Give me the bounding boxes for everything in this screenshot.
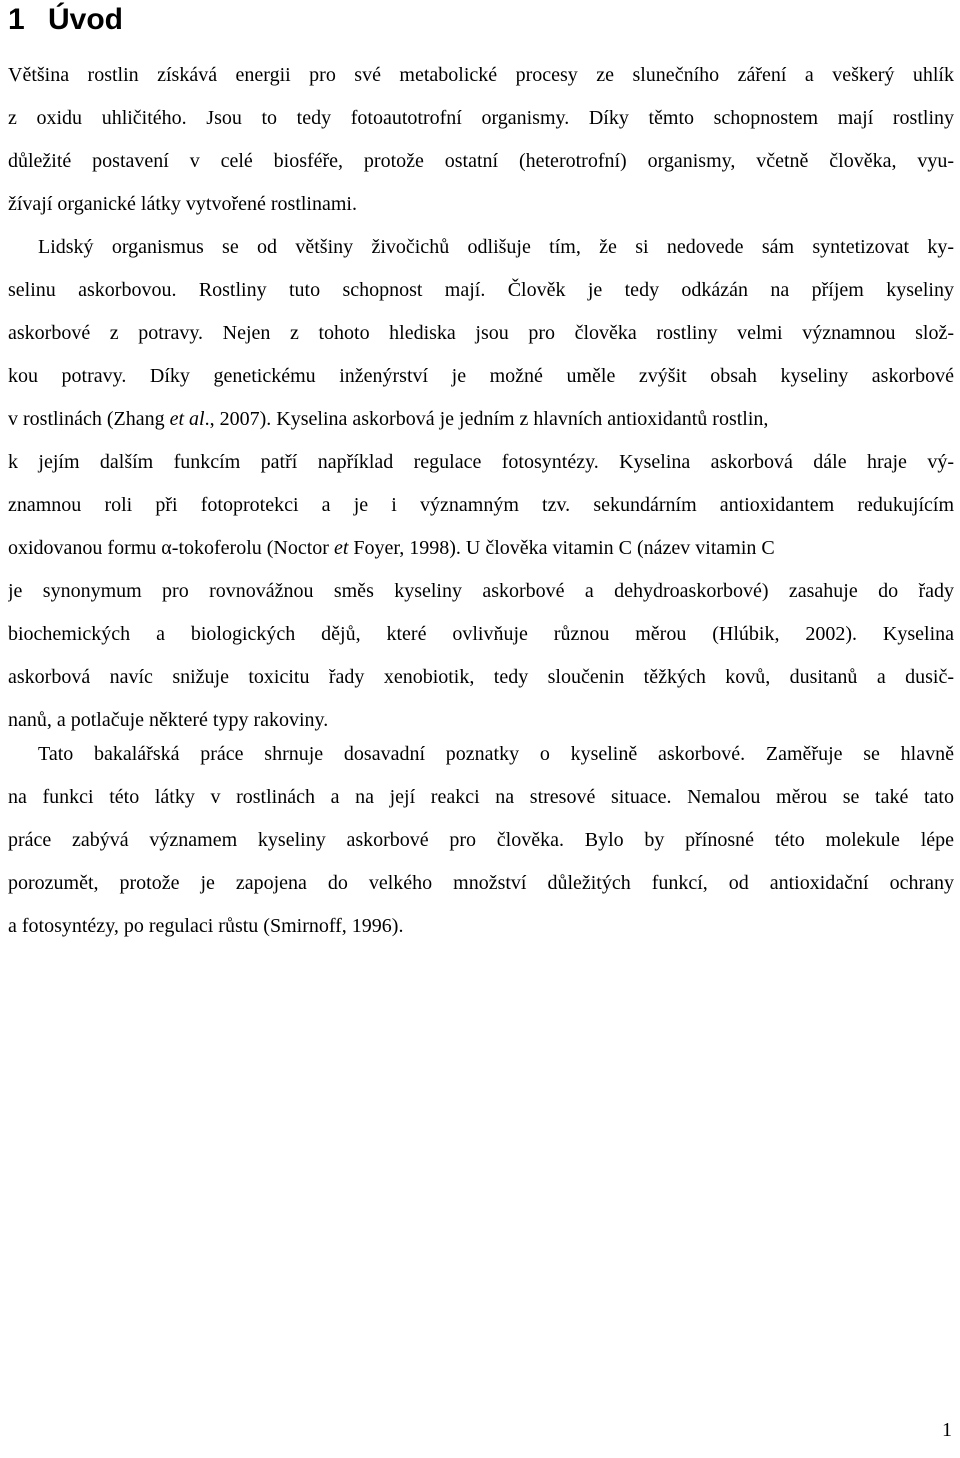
- document-page: [8, 0, 954, 1458]
- paragraph-ascorbic-acid: [8, 226, 954, 742]
- text-segment: Foyer, 1998). U člověka vitamin C (název vitamin C: [348, 537, 775, 559]
- text-line: [8, 527, 954, 570]
- text-segment: ., 2007). Kyselina askorbová je jedním z hlavních antioxidantů rostlin,: [204, 408, 769, 430]
- text-line: práce zabývá významem kyseliny askorbové pro člověka. Bylo by přínosné této molekule lépe: [8, 829, 954, 851]
- text-line: Lidský organismus se od většiny živočichů odlišuje tím, že si nedovede sám syntetizovat ky-: [38, 236, 954, 258]
- text-line: Tato bakalářská práce shrnuje dosavadní poznatky o kyselině askorbové. Zaměřuje se hlavně: [38, 743, 954, 765]
- text-line: je synonymum pro rovnovážnou směs kyseliny askorbové a dehydroaskorbové) zasahuje do řady: [8, 580, 954, 602]
- text-segment: oxidovanou formu α-tokoferolu (Noctor: [8, 537, 334, 559]
- text-line: biochemických a biologických dějů, které ovlivňuje různou měrou (Hlúbik, 2002). Kyselina: [8, 623, 954, 645]
- paragraph-intro: [8, 54, 954, 226]
- page-number: 1: [942, 1419, 952, 1441]
- text-line: porozumět, protože je zapojena do velkého množství důležitých funkcí, od antioxidační ochrany: [8, 872, 954, 894]
- text-line: selinu askorbovou. Rostliny tuto schopnost mají. Člověk je tedy odkázán na příjem kyseliny: [8, 279, 954, 301]
- section-number: 1: [8, 3, 25, 36]
- text-line: znamnou roli při fotoprotekci a je i významným tzv. sekundárním antioxidantem redukujícím: [8, 494, 954, 516]
- text-line: askorbové z potravy. Nejen z tohoto hlediska jsou pro člověka rostliny velmi významnou slož-: [8, 322, 954, 344]
- text-line: [8, 398, 954, 441]
- text-line: kou potravy. Díky genetickému inženýrství je možné uměle zvýšit obsah kyseliny askorbové: [8, 365, 954, 387]
- paragraph-thesis-aims: [8, 733, 954, 948]
- text-line: askorbová navíc snižuje toxicitu řady xenobiotik, tedy sloučenin těžkých kovů, dusitanů a dusič-: [8, 666, 954, 688]
- italic-citation: et al: [169, 408, 205, 430]
- text-line: k jejím dalším funkcím patří například regulace fotosyntézy. Kyselina askorbová dále hraje vý-: [8, 451, 954, 473]
- italic-citation: et: [333, 537, 349, 559]
- text-line: na funkci této látky v rostlinách a na její reakci na stresové situace. Nemalou měrou se také tato: [8, 786, 954, 808]
- section-heading: [8, 2, 123, 38]
- text-segment: v rostlinách (Zhang: [8, 408, 170, 430]
- text-line: nanů, a potlačuje některé typy rakoviny.: [8, 709, 329, 731]
- text-line: žívají organické látky vytvořené rostlinami.: [8, 193, 357, 215]
- text-line: z oxidu uhličitého. Jsou to tedy fotoautotrofní organismy. Díky těmto schopnostem mají rostliny: [8, 107, 954, 129]
- text-line: a fotosyntézy, po regulaci růstu (Smirnoff, 1996).: [8, 915, 404, 937]
- section-title: Úvod: [48, 3, 123, 36]
- text-line: důležité postavení v celé biosféře, protože ostatní (heterotrofní) organismy, včetně člověka, vyu-: [8, 150, 954, 172]
- text-line: Většina rostlin získává energii pro své metabolické procesy ze slunečního záření a veškerý uhlík: [8, 64, 954, 86]
